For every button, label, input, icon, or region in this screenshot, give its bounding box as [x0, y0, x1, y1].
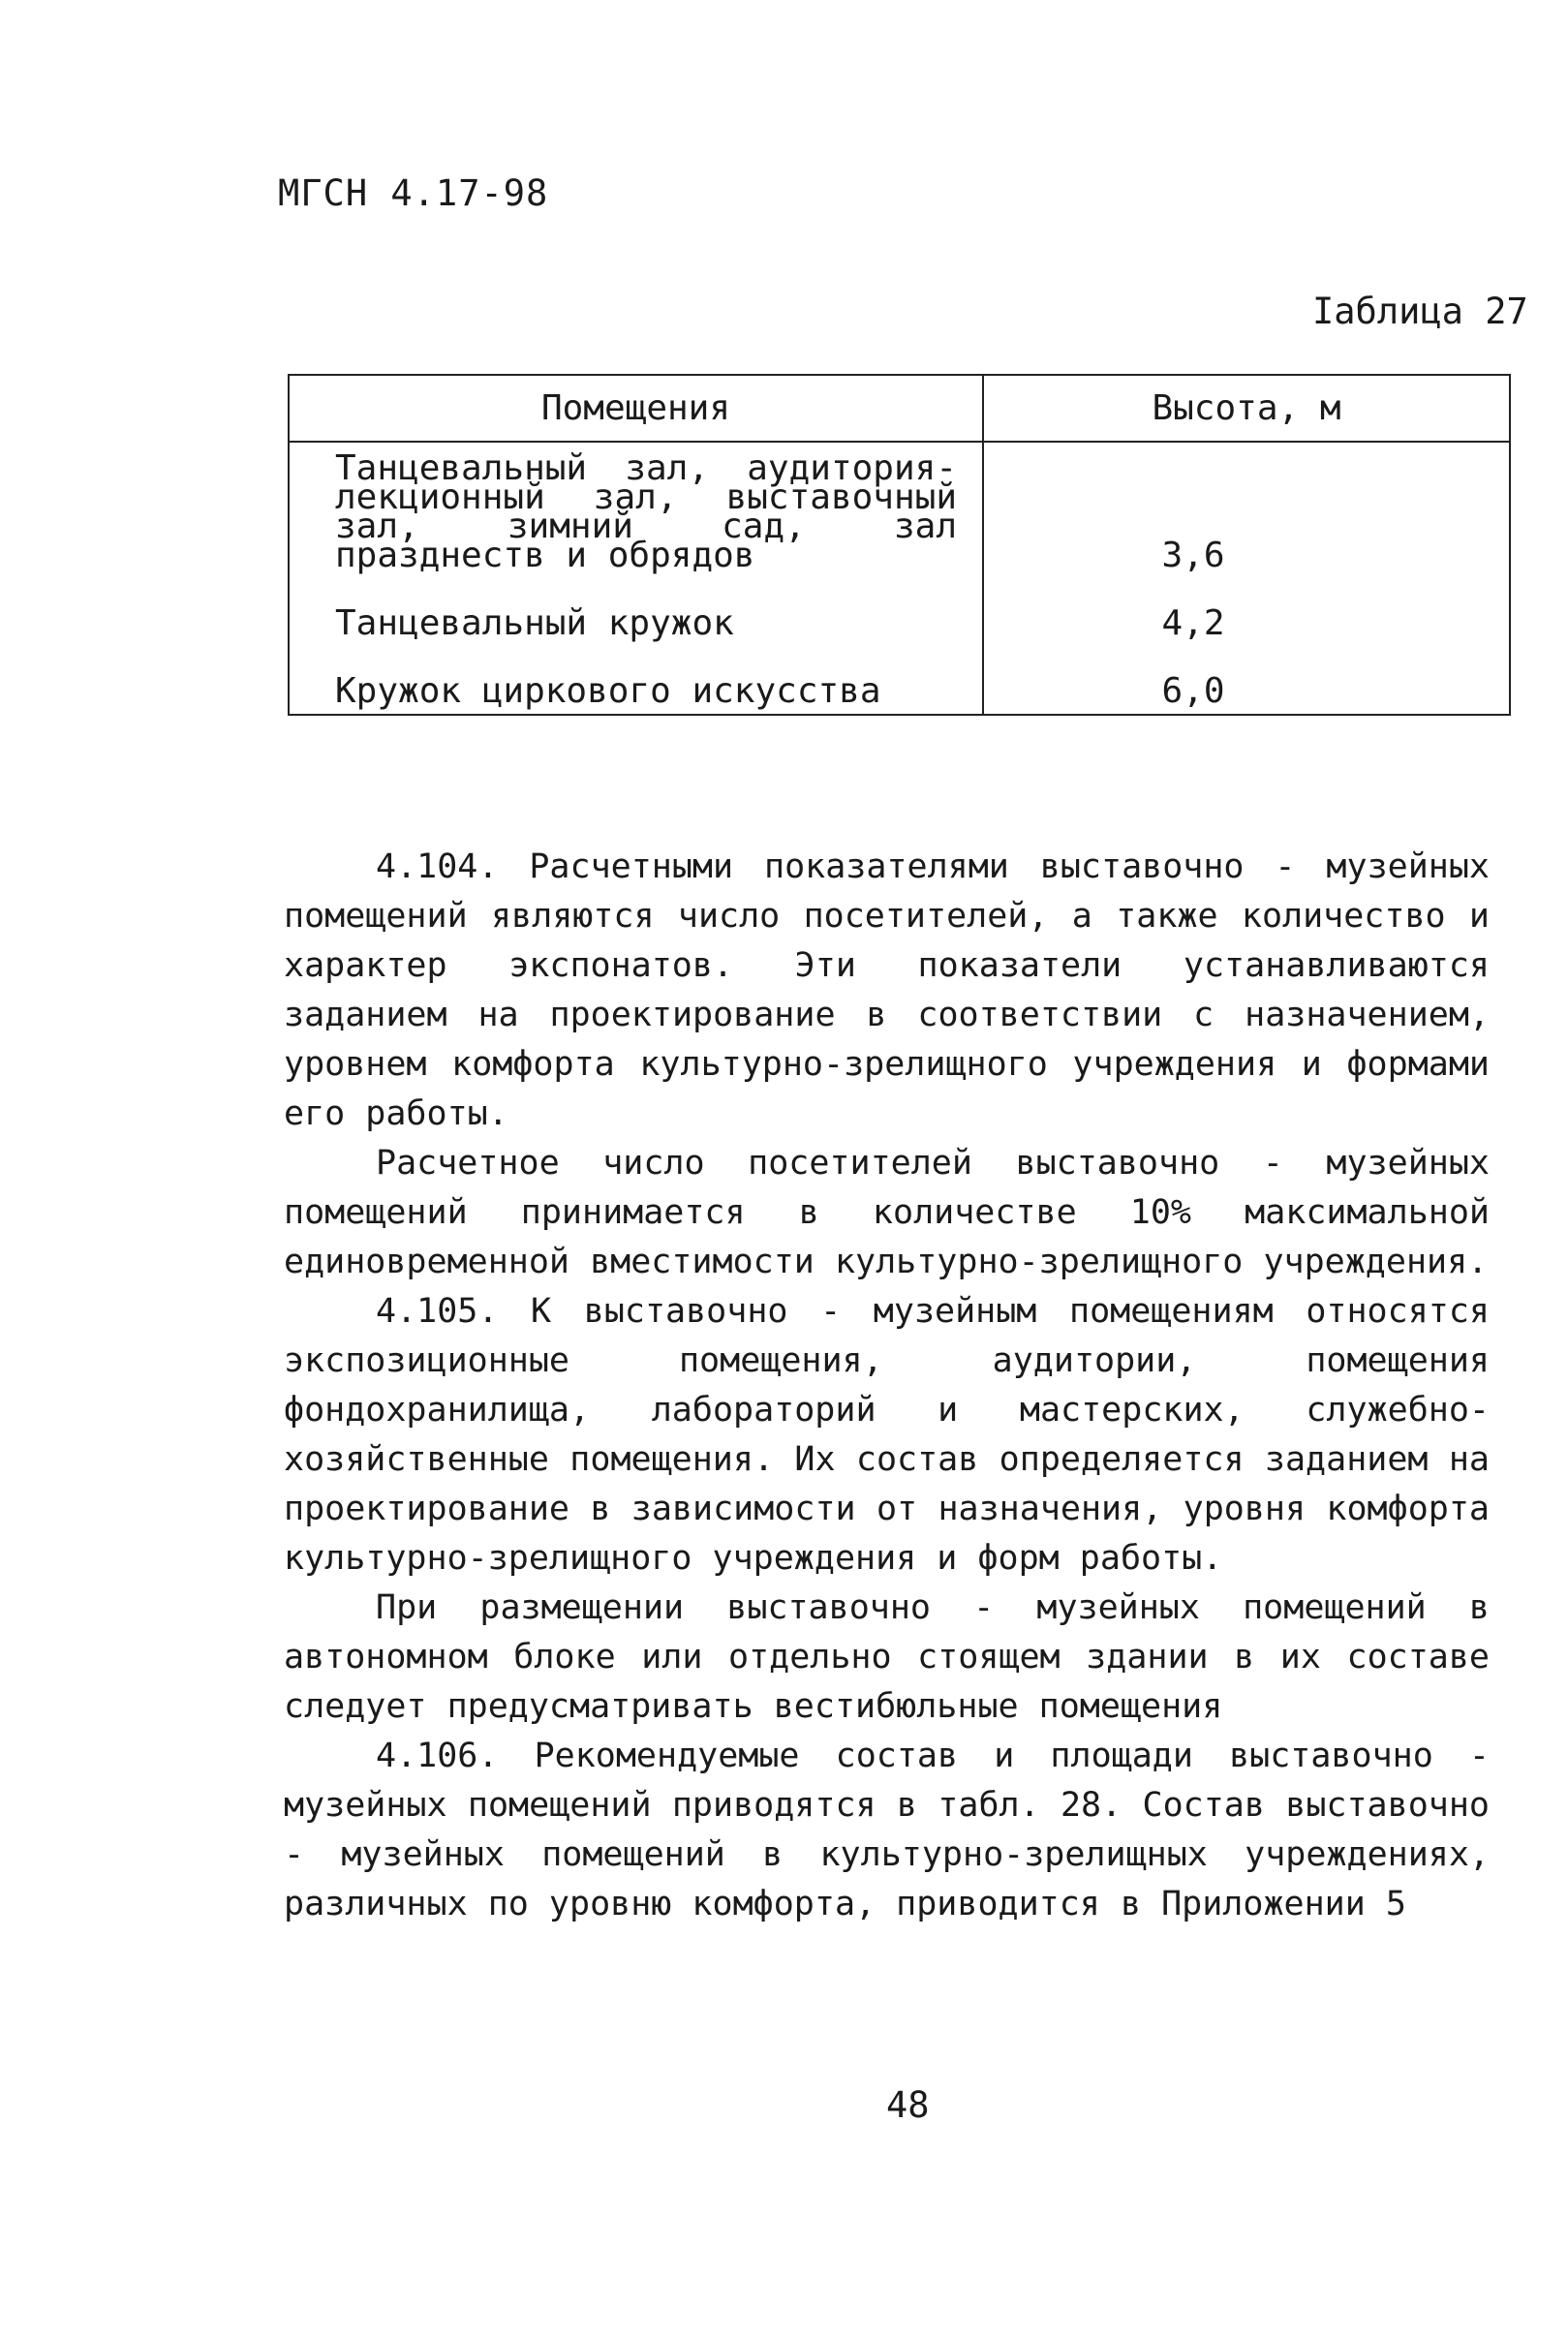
document-code: МГСН 4.17-98 [278, 172, 549, 214]
column-header-height: Высота, м [983, 375, 1510, 442]
height-cell: 6,0 [983, 642, 1510, 715]
room-name-cell: Кружок циркового искусства [289, 642, 983, 715]
room-height-table [288, 374, 1511, 716]
room-name-cell: Танцевальный кружок [289, 576, 983, 642]
paragraph-4-105: 4.105. К выставочно - музейным помещениям относятся экспозиционные помещения, аудитории, помещения фондохранилища, лабораторий и мастерских, служебно-хозяйственные помещения. Их состав определяется заданием на проектирование в зависимости от назначения, уровня комфорта культурно-зрелищного учреждения и форм работы. [284, 1292, 1490, 1578]
column-header-rooms: Помещения [289, 375, 983, 442]
table-header-row [289, 375, 1510, 442]
page-number: 48 [886, 2084, 930, 2126]
paragraph-4-104: 4.104. Расчетными показателями выставочно - музейных помещений являются число посетителей, а также количество и характер экспонатов. Эти показатели устанавливаются заданием на проектирование в соответствии с назначением, уровнем комфорта культурно-зрелищного учреждения и формами его работы. [284, 847, 1490, 1133]
table-row [289, 576, 1510, 642]
height-cell: 3,6 [983, 442, 1510, 576]
body-text [284, 843, 1490, 1929]
table-row [289, 442, 1510, 576]
room-name-cell: Танцевальный зал, аудитория-лекционный зал, выставочный зал, зимний сад, зал празднеств и обрядов [289, 442, 983, 576]
table-caption: Iаблица 27 [1312, 291, 1528, 332]
table-row [289, 642, 1510, 715]
paragraph-4-106: 4.106. Рекомендуемые состав и площади выставочно - музейных помещений приводятся в табл. 28. Состав выставочно - музейных помещений в культурно-зрелищных учреждениях, различных по уровню комфорта, приводится в Приложении 5 [284, 1737, 1490, 1923]
paragraph-autonomous-block: При размещении выставочно - музейных помещений в автономном блоке или отдельно стоящем здании в их составе следует предусматривать вестибюльные помещения [284, 1588, 1490, 1726]
height-cell: 4,2 [983, 576, 1510, 642]
paragraph-visitors: Расчетное число посетителей выставочно - музейных помещений принимается в количестве 10% максимальной единовременной вместимости культурно-зрелищного учреждения. [284, 1144, 1490, 1281]
